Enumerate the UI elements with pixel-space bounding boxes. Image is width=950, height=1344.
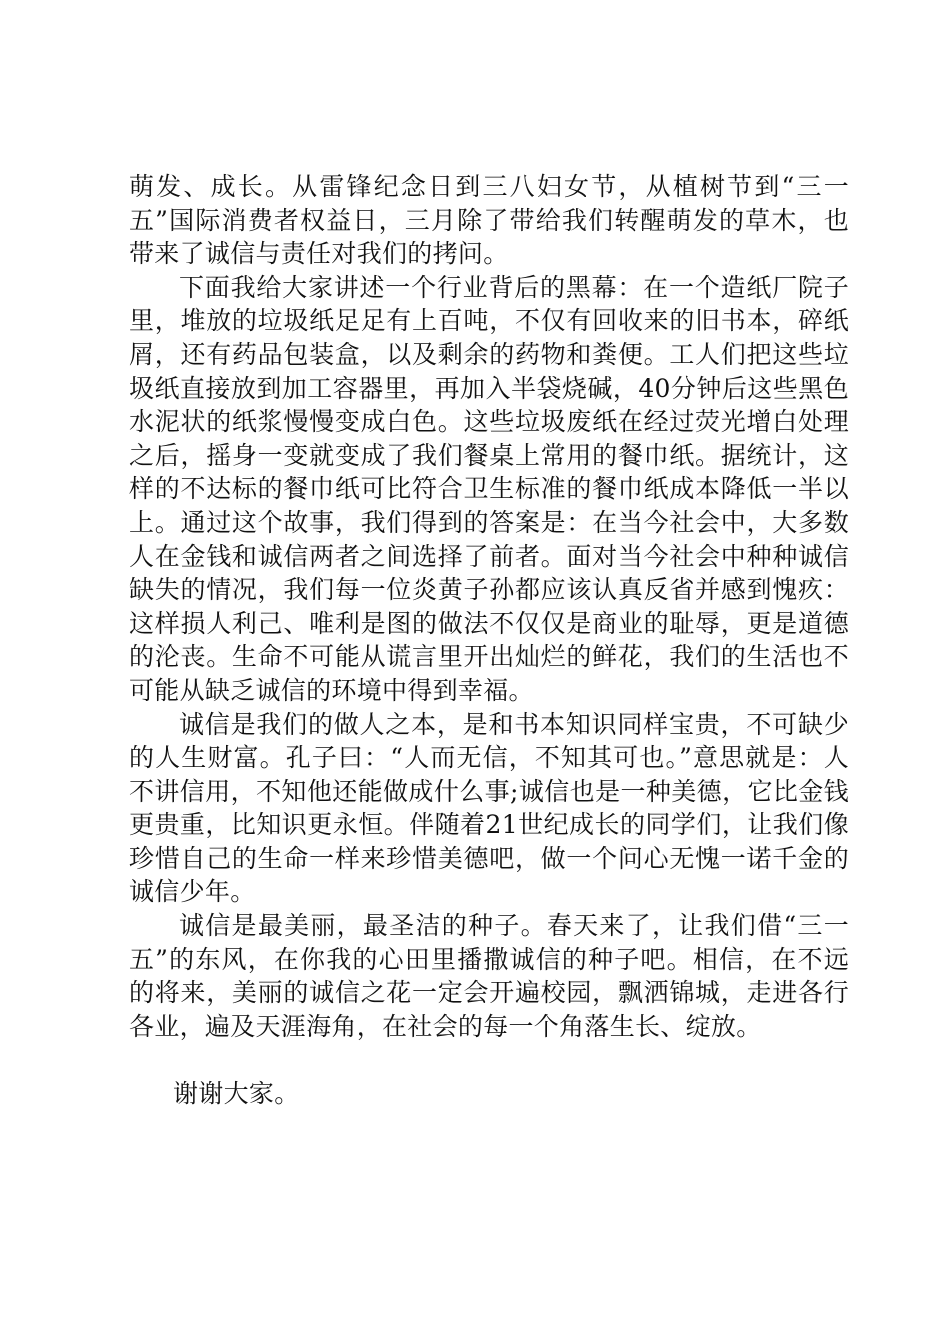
document-body [129,170,849,1111]
paragraph-industry-story: 下面我给大家讲述一个行业背后的黑幕：在一个造纸厂院子里，堆放的垃圾纸足足有上百吨，不仅有回收来的旧书本，碎纸屑，还有药品包装盒，以及剩余的药物和粪便。工人们把这些垃圾纸直接放到加工容器里，再加入半袋烧碱，40分钟后这些黑色水泥状的纸浆慢慢变成白色。这些垃圾废纸在经过荧光增白处理之后，摇身一变就变成了我们餐桌上常用的餐巾纸。据统计，这样的不达标的餐巾纸可比符合卫生标准的餐巾纸成本降低一半以上。通过这个故事，我们得到的答案是：在当今社会中，大多数人在金钱和诚信两者之间选择了前者。面对当今社会中种种诚信缺失的情况，我们每一位炎黄子孙都应该认真反省并感到愧疚：这样损人利己、唯利是图的做法不仅仅是商业的耻辱，更是道德的沦丧。生命不可能从谎言里开出灿烂的鲜花，我们的生活也不可能从缺乏诚信的环境中得到幸福。 [129,272,849,705]
paragraph-honesty-virtue: 诚信是我们的做人之本，是和书本知识同样宝贵，不可缺少的人生财富。孔子曰：“人而无信，不知其可也。”意思就是：人不讲信用，不知他还能做成什么事;诚信也是一种美德，它比金钱更贵重，比知识更永恒。伴随着21世纪成长的同学们，让我们像珍惜自己的生命一样来珍惜美德吧，做一个问心无愧一诺千金的诚信少年。 [129,709,849,907]
paragraph-continued: 萌发、成长。从雷锋纪念日到三八妇女节，从植树节到“三一五”国际消费者权益日，三月除了带给我们转醒萌发的草木，也带来了诚信与责任对我们的拷问。 [129,172,849,269]
closing-thanks: 谢谢大家。 [173,1079,300,1109]
paragraph-seed-of-honesty: 诚信是最美丽，最圣洁的种子。春天来了，让我们借“三一五”的东风，在你我的心田里播撒诚信的种子吧。相信，在不远的将来，美丽的诚信之花一定会开遍校园，飘洒锦城，走进各行各业，遍及天涯海角，在社会的每一个角落生长、绽放。 [129,911,849,1041]
